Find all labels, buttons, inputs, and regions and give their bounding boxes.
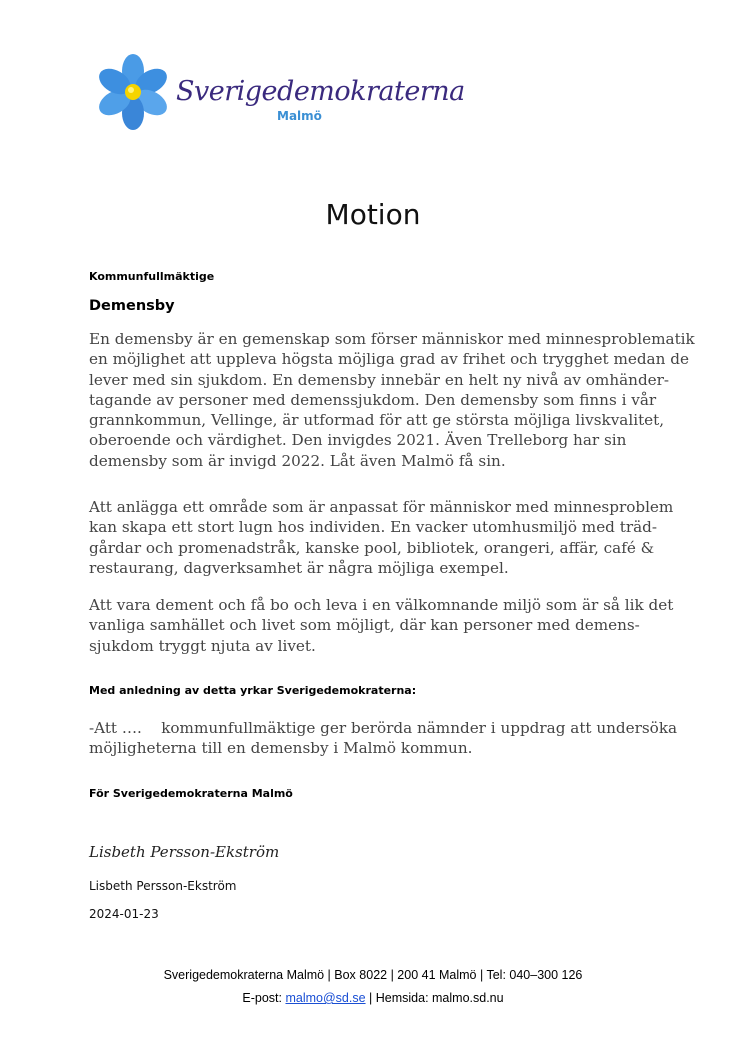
text-line: -Att …. kommunfullmäktige ger berörda nämnder i uppdrag att undersöka xyxy=(89,719,678,737)
logo-subtitle: Malmö xyxy=(277,109,322,123)
paragraph-2 xyxy=(89,497,674,578)
footer-links-line xyxy=(0,991,746,1005)
text-line: kan skapa ett stort lugn hos individen. En vacker utomhusmiljö med träd- xyxy=(89,518,658,537)
text-line: grannkommun, Vellinge, är utformad för att ge största möjliga livskvalitet, xyxy=(89,411,665,430)
party-logo xyxy=(97,52,465,138)
text-line: demensby som är invigd 2022. Låt även Malmö få sin. xyxy=(89,451,506,470)
text-line: tagande av personer med demenssjukdom. Den demensby som finns i vår xyxy=(89,390,657,409)
email-label: E-post: xyxy=(242,991,286,1005)
motion-point xyxy=(89,718,678,759)
text-line: oberoende och värdighet. Den invigdes 2021. Även Trelleborg har sin xyxy=(89,431,627,450)
handwritten-signature: Lisbeth Persson-Ekström xyxy=(89,843,280,861)
text-line: möjligheterna till en demensby i Malmö kommun. xyxy=(89,739,473,758)
paragraph-1 xyxy=(89,329,695,471)
motion-heading: Demensby xyxy=(89,298,175,314)
text-line: Att anlägga ett område som är anpassat för människor med minnesproblem xyxy=(89,498,674,516)
text-line: lever med sin sjukdom. En demensby innebär en helt ny nivå av omhänder- xyxy=(89,370,670,389)
footer-contact-line: Sverigedemokraterna Malmö | Box 8022 | 200 41 Malmö | Tel: 040–300 126 xyxy=(163,968,583,982)
document-date: 2024-01-23 xyxy=(89,907,159,921)
email-link[interactable]: malmo@sd.se xyxy=(285,991,366,1005)
text-line: vanliga samhället och livet som möjligt, där kan personer med demens- xyxy=(89,616,640,635)
signature-party: För Sverigedemokraterna Malmö xyxy=(89,787,293,800)
text-line: sjukdom tryggt njuta av livet. xyxy=(89,636,316,655)
text-line: Att vara dement och få bo och leva i en välkomnande miljö som är så lik det xyxy=(89,596,674,614)
text-line: gårdar och promenadstråk, kanske pool, bibliotek, orangeri, affär, café & xyxy=(89,538,655,557)
motion-intro: Med anledning av detta yrkar Sverigedemokraterna: xyxy=(89,684,417,697)
logo-wordmark: Sverigedemokraterna xyxy=(176,76,465,107)
text-line: en möjlighet att uppleva högsta möjliga grad av frihet och trygghet medan de xyxy=(89,350,689,369)
website-label: | Hemsida: malmo.sd.nu xyxy=(365,991,504,1005)
paragraph-3 xyxy=(89,595,674,656)
text-line: En demensby är en gemenskap som förser människor med minnesproblematik xyxy=(89,330,695,348)
signatory-name: Lisbeth Persson-Ekström xyxy=(89,879,237,893)
text-line: restaurang, dagverksamhet är några möjliga exempel. xyxy=(89,558,509,577)
flower-icon xyxy=(97,52,177,132)
document-title: Motion xyxy=(325,198,421,231)
recipient-label: Kommunfullmäktige xyxy=(89,270,215,283)
